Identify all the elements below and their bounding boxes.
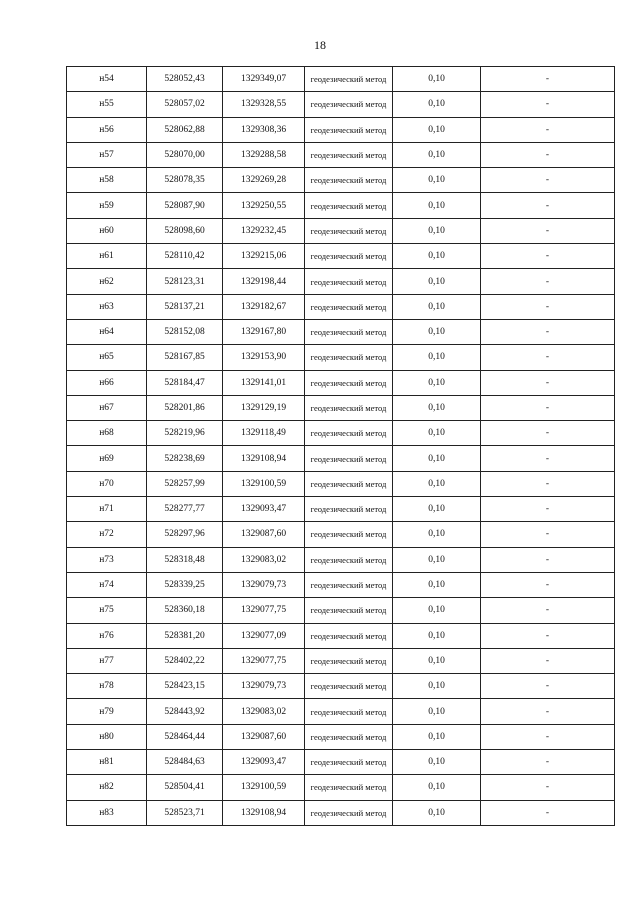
y-coordinate-cell: 1329167,80 — [223, 319, 305, 344]
table-row — [67, 67, 615, 92]
accuracy-cell: 0,10 — [393, 547, 481, 572]
accuracy-cell: 0,10 — [393, 117, 481, 142]
method-cell: геодезический метод — [305, 193, 393, 218]
point-name-cell: н82 — [67, 775, 147, 800]
table-row — [67, 497, 615, 522]
x-coordinate-cell: 528504,41 — [147, 775, 223, 800]
accuracy-cell: 0,10 — [393, 522, 481, 547]
point-name-cell: н55 — [67, 92, 147, 117]
method-cell: геодезический метод — [305, 421, 393, 446]
table-row — [67, 218, 615, 243]
x-coordinate-cell: 528110,42 — [147, 244, 223, 269]
x-coordinate-cell: 528123,31 — [147, 269, 223, 294]
x-coordinate-cell: 528219,96 — [147, 421, 223, 446]
y-coordinate-cell: 1329100,59 — [223, 471, 305, 496]
method-cell: геодезический метод — [305, 168, 393, 193]
x-coordinate-cell: 528057,02 — [147, 92, 223, 117]
accuracy-cell: 0,10 — [393, 623, 481, 648]
note-cell: - — [481, 471, 615, 496]
table-row — [67, 370, 615, 395]
table-row — [67, 800, 615, 825]
accuracy-cell: 0,10 — [393, 471, 481, 496]
x-coordinate-cell: 528087,90 — [147, 193, 223, 218]
point-name-cell: н58 — [67, 168, 147, 193]
y-coordinate-cell: 1329198,44 — [223, 269, 305, 294]
x-coordinate-cell: 528152,08 — [147, 319, 223, 344]
y-coordinate-cell: 1329269,28 — [223, 168, 305, 193]
y-coordinate-cell: 1329141,01 — [223, 370, 305, 395]
table-row — [67, 345, 615, 370]
method-cell: геодезический метод — [305, 446, 393, 471]
accuracy-cell: 0,10 — [393, 218, 481, 243]
y-coordinate-cell: 1329349,07 — [223, 67, 305, 92]
y-coordinate-cell: 1329079,73 — [223, 674, 305, 699]
method-cell: геодезический метод — [305, 623, 393, 648]
coordinates-table — [66, 66, 615, 826]
accuracy-cell: 0,10 — [393, 699, 481, 724]
point-name-cell: н71 — [67, 497, 147, 522]
y-coordinate-cell: 1329118,49 — [223, 421, 305, 446]
table-row — [67, 724, 615, 749]
accuracy-cell: 0,10 — [393, 370, 481, 395]
x-coordinate-cell: 528098,60 — [147, 218, 223, 243]
table-row — [67, 142, 615, 167]
point-name-cell: н83 — [67, 800, 147, 825]
point-name-cell: н64 — [67, 319, 147, 344]
y-coordinate-cell: 1329100,59 — [223, 775, 305, 800]
accuracy-cell: 0,10 — [393, 168, 481, 193]
note-cell: - — [481, 598, 615, 623]
x-coordinate-cell: 528360,18 — [147, 598, 223, 623]
y-coordinate-cell: 1329153,90 — [223, 345, 305, 370]
x-coordinate-cell: 528201,86 — [147, 395, 223, 420]
x-coordinate-cell: 528257,99 — [147, 471, 223, 496]
accuracy-cell: 0,10 — [393, 294, 481, 319]
table-row — [67, 193, 615, 218]
table-row — [67, 294, 615, 319]
x-coordinate-cell: 528523,71 — [147, 800, 223, 825]
method-cell: геодезический метод — [305, 471, 393, 496]
method-cell: геодезический метод — [305, 218, 393, 243]
y-coordinate-cell: 1329232,45 — [223, 218, 305, 243]
point-name-cell: н60 — [67, 218, 147, 243]
point-name-cell: н62 — [67, 269, 147, 294]
method-cell: геодезический метод — [305, 345, 393, 370]
accuracy-cell: 0,10 — [393, 421, 481, 446]
point-name-cell: н79 — [67, 699, 147, 724]
table-row — [67, 244, 615, 269]
y-coordinate-cell: 1329288,58 — [223, 142, 305, 167]
note-cell: - — [481, 193, 615, 218]
note-cell: - — [481, 800, 615, 825]
table-row — [67, 648, 615, 673]
x-coordinate-cell: 528297,96 — [147, 522, 223, 547]
method-cell: геодезический метод — [305, 750, 393, 775]
point-name-cell: н76 — [67, 623, 147, 648]
x-coordinate-cell: 528238,69 — [147, 446, 223, 471]
method-cell: геодезический метод — [305, 269, 393, 294]
y-coordinate-cell: 1329087,60 — [223, 724, 305, 749]
point-name-cell: н74 — [67, 572, 147, 597]
note-cell: - — [481, 775, 615, 800]
y-coordinate-cell: 1329215,06 — [223, 244, 305, 269]
point-name-cell: н66 — [67, 370, 147, 395]
method-cell: геодезический метод — [305, 244, 393, 269]
table-row — [67, 623, 615, 648]
point-name-cell: н57 — [67, 142, 147, 167]
accuracy-cell: 0,10 — [393, 750, 481, 775]
table-row — [67, 92, 615, 117]
method-cell: геодезический метод — [305, 572, 393, 597]
x-coordinate-cell: 528062,88 — [147, 117, 223, 142]
note-cell: - — [481, 547, 615, 572]
note-cell: - — [481, 623, 615, 648]
accuracy-cell: 0,10 — [393, 724, 481, 749]
note-cell: - — [481, 724, 615, 749]
point-name-cell: н80 — [67, 724, 147, 749]
y-coordinate-cell: 1329077,75 — [223, 648, 305, 673]
page-number: 18 — [314, 38, 326, 52]
point-name-cell: н81 — [67, 750, 147, 775]
accuracy-cell: 0,10 — [393, 92, 481, 117]
method-cell: геодезический метод — [305, 319, 393, 344]
point-name-cell: н73 — [67, 547, 147, 572]
y-coordinate-cell: 1329129,19 — [223, 395, 305, 420]
table-row — [67, 750, 615, 775]
note-cell: - — [481, 218, 615, 243]
x-coordinate-cell: 528381,20 — [147, 623, 223, 648]
x-coordinate-cell: 528277,77 — [147, 497, 223, 522]
y-coordinate-cell: 1329083,02 — [223, 699, 305, 724]
table-row — [67, 522, 615, 547]
accuracy-cell: 0,10 — [393, 572, 481, 597]
table-row — [67, 269, 615, 294]
y-coordinate-cell: 1329093,47 — [223, 497, 305, 522]
y-coordinate-cell: 1329182,67 — [223, 294, 305, 319]
method-cell: геодезический метод — [305, 497, 393, 522]
x-coordinate-cell: 528078,35 — [147, 168, 223, 193]
accuracy-cell: 0,10 — [393, 775, 481, 800]
table-row — [67, 319, 615, 344]
note-cell: - — [481, 345, 615, 370]
table-row — [67, 572, 615, 597]
table-row — [67, 598, 615, 623]
table-row — [67, 395, 615, 420]
note-cell: - — [481, 421, 615, 446]
table-row — [67, 674, 615, 699]
x-coordinate-cell: 528184,47 — [147, 370, 223, 395]
y-coordinate-cell: 1329093,47 — [223, 750, 305, 775]
point-name-cell: н59 — [67, 193, 147, 218]
point-name-cell: н78 — [67, 674, 147, 699]
table-row — [67, 446, 615, 471]
note-cell: - — [481, 294, 615, 319]
note-cell: - — [481, 674, 615, 699]
accuracy-cell: 0,10 — [393, 142, 481, 167]
coordinates-table-body — [67, 67, 615, 826]
table-row — [67, 421, 615, 446]
note-cell: - — [481, 699, 615, 724]
method-cell: геодезический метод — [305, 800, 393, 825]
point-name-cell: н77 — [67, 648, 147, 673]
accuracy-cell: 0,10 — [393, 345, 481, 370]
point-name-cell: н54 — [67, 67, 147, 92]
note-cell: - — [481, 92, 615, 117]
point-name-cell: н68 — [67, 421, 147, 446]
method-cell: геодезический метод — [305, 370, 393, 395]
accuracy-cell: 0,10 — [393, 244, 481, 269]
x-coordinate-cell: 528137,21 — [147, 294, 223, 319]
point-name-cell: н65 — [67, 345, 147, 370]
y-coordinate-cell: 1329308,36 — [223, 117, 305, 142]
note-cell: - — [481, 370, 615, 395]
note-cell: - — [481, 572, 615, 597]
method-cell: геодезический метод — [305, 92, 393, 117]
point-name-cell: н75 — [67, 598, 147, 623]
table-row — [67, 168, 615, 193]
note-cell: - — [481, 168, 615, 193]
note-cell: - — [481, 750, 615, 775]
point-name-cell: н72 — [67, 522, 147, 547]
note-cell: - — [481, 269, 615, 294]
y-coordinate-cell: 1329087,60 — [223, 522, 305, 547]
method-cell: геодезический метод — [305, 522, 393, 547]
point-name-cell: н69 — [67, 446, 147, 471]
method-cell: геодезический метод — [305, 142, 393, 167]
y-coordinate-cell: 1329108,94 — [223, 446, 305, 471]
point-name-cell: н67 — [67, 395, 147, 420]
y-coordinate-cell: 1329083,02 — [223, 547, 305, 572]
method-cell: геодезический метод — [305, 648, 393, 673]
table-row — [67, 117, 615, 142]
x-coordinate-cell: 528464,44 — [147, 724, 223, 749]
table-row — [67, 775, 615, 800]
y-coordinate-cell: 1329328,55 — [223, 92, 305, 117]
method-cell: геодезический метод — [305, 395, 393, 420]
x-coordinate-cell: 528484,63 — [147, 750, 223, 775]
method-cell: геодезический метод — [305, 117, 393, 142]
point-name-cell: н61 — [67, 244, 147, 269]
note-cell: - — [481, 319, 615, 344]
x-coordinate-cell: 528167,85 — [147, 345, 223, 370]
note-cell: - — [481, 395, 615, 420]
x-coordinate-cell: 528052,43 — [147, 67, 223, 92]
y-coordinate-cell: 1329108,94 — [223, 800, 305, 825]
note-cell: - — [481, 497, 615, 522]
method-cell: геодезический метод — [305, 67, 393, 92]
x-coordinate-cell: 528402,22 — [147, 648, 223, 673]
accuracy-cell: 0,10 — [393, 598, 481, 623]
method-cell: геодезический метод — [305, 775, 393, 800]
method-cell: геодезический метод — [305, 294, 393, 319]
method-cell: геодезический метод — [305, 674, 393, 699]
accuracy-cell: 0,10 — [393, 269, 481, 294]
note-cell: - — [481, 117, 615, 142]
x-coordinate-cell: 528443,92 — [147, 699, 223, 724]
method-cell: геодезический метод — [305, 724, 393, 749]
accuracy-cell: 0,10 — [393, 800, 481, 825]
x-coordinate-cell: 528318,48 — [147, 547, 223, 572]
accuracy-cell: 0,10 — [393, 395, 481, 420]
note-cell: - — [481, 244, 615, 269]
accuracy-cell: 0,10 — [393, 319, 481, 344]
point-name-cell: н70 — [67, 471, 147, 496]
method-cell: геодезический метод — [305, 547, 393, 572]
accuracy-cell: 0,10 — [393, 497, 481, 522]
y-coordinate-cell: 1329250,55 — [223, 193, 305, 218]
x-coordinate-cell: 528070,00 — [147, 142, 223, 167]
table-row — [67, 699, 615, 724]
y-coordinate-cell: 1329077,75 — [223, 598, 305, 623]
x-coordinate-cell: 528423,15 — [147, 674, 223, 699]
table-row — [67, 471, 615, 496]
note-cell: - — [481, 142, 615, 167]
note-cell: - — [481, 67, 615, 92]
method-cell: геодезический метод — [305, 598, 393, 623]
x-coordinate-cell: 528339,25 — [147, 572, 223, 597]
point-name-cell: н56 — [67, 117, 147, 142]
note-cell: - — [481, 648, 615, 673]
note-cell: - — [481, 446, 615, 471]
note-cell: - — [481, 522, 615, 547]
y-coordinate-cell: 1329079,73 — [223, 572, 305, 597]
point-name-cell: н63 — [67, 294, 147, 319]
accuracy-cell: 0,10 — [393, 67, 481, 92]
method-cell: геодезический метод — [305, 699, 393, 724]
accuracy-cell: 0,10 — [393, 648, 481, 673]
accuracy-cell: 0,10 — [393, 446, 481, 471]
accuracy-cell: 0,10 — [393, 674, 481, 699]
accuracy-cell: 0,10 — [393, 193, 481, 218]
table-row — [67, 547, 615, 572]
y-coordinate-cell: 1329077,09 — [223, 623, 305, 648]
